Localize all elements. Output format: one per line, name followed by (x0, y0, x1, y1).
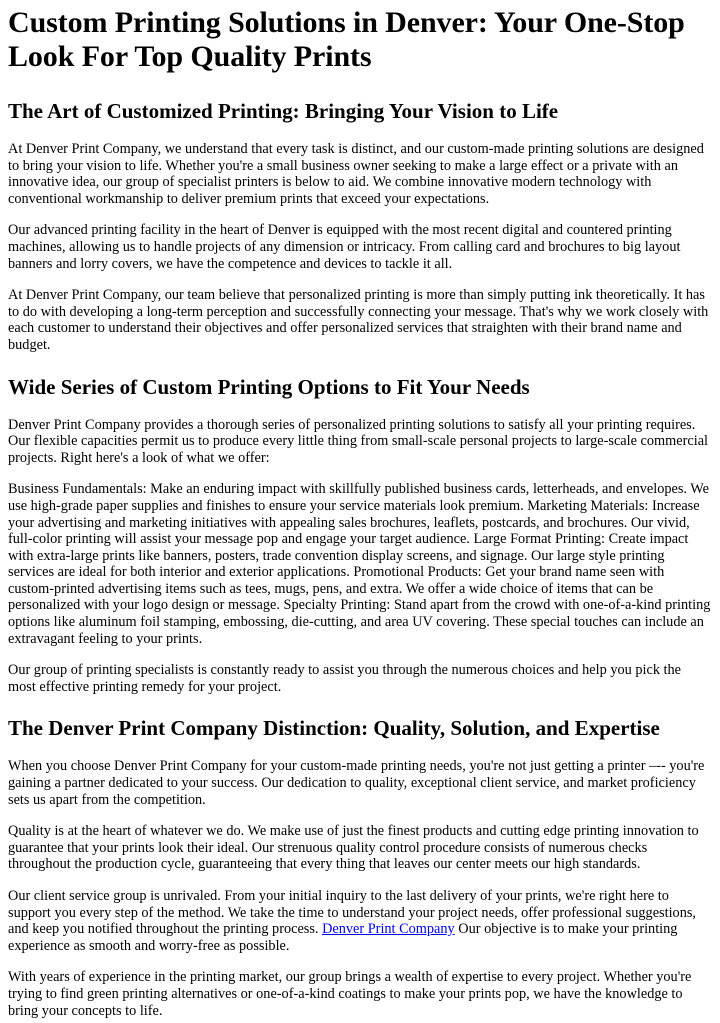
paragraph-text: Our client service group is unrivaled. From your initial inquiry to the last delivery of your prints, we're right here to support you every step of the method. We take the time to understand your project needs, offer professional suggestions, and keep you notified throughout the printing process. (8, 888, 696, 938)
paragraph: Business Fundamentals: Make an enduring impact with skillfully published business cards, letterheads, and envelopes. We use high-grade paper supplies and finishes to ensure your service materials look premium. Marketing Materials: Increase your advertising and marketing initiatives with appealing sales brochures, leaflets, postcards, and brochures. Our vivid, full-color printing will assist your message pop and engage your target audience. Large Format Printing: Create impact with extra-large prints like banners, posters, trade convention display screens, and signage. Our large style printing services are ideal for both interior and exterior applications. Promotional Products: Get your brand name seen with custom-printed advertising items such as tees, mugs, pens, and extra. We offer a wide choice of items that can be personalized with your logo design or message. Specialty Printing: Stand apart from the crowd with one-of-a-kind printing options like aluminum foil stamping, embossing, die-cutting, and area UV covering. These special touches can include an extravagant feeling to your prints. (8, 481, 711, 647)
paragraph: When you choose Denver Print Company for your custom-made printing needs, you're not just getting a printer –-- you're gaining a partner dedicated to your success. Our dedication to quality, exceptional client service, and market proficiency sets us apart from the competition. (8, 758, 705, 808)
section-heading-distinction: The Denver Print Company Distinction: Quality, Solution, and Expertise (8, 716, 660, 741)
paragraph: At Denver Print Company, we understand that every task is distinct, and our custom-made printing solutions are designed to bring your vision to life. Whether you're a small business owner seeking to make a large effect or a private with an innovative idea, our group of specialist printers is below to aid. We combine innovative modern technology with conventional workmanship to deliver premium prints that exceed your expectations. (8, 141, 704, 207)
section-heading-art-of-printing: The Art of Customized Printing: Bringing Your Vision to Life (8, 99, 559, 123)
paragraph: Our advanced printing facility in the heart of Denver is equipped with the most recent digital and countered printing machines, allowing us to handle projects of any dimension or intricacy. From calling card and brochures to big layout banners and lorry covers, we have the competence and devices to tackle it all. (8, 222, 681, 272)
page-title: Custom Printing Solutions in Denver: Your One-Stop Look For Top Quality Prints (8, 6, 685, 73)
section-heading-printing-options: Wide Series of Custom Printing Options to Fit Your Needs (8, 374, 530, 399)
denver-print-company-link[interactable]: Denver Print Company (322, 921, 455, 938)
paragraph: Our group of printing specialists is constantly ready to assist you through the numerous choices and help you pick the most effective printing remedy for your project. (8, 662, 682, 695)
article (0, 6, 720, 1019)
paragraph: Denver Print Company provides a thorough series of personalized printing solutions to satisfy all your printing requires. Our flexible capacities permit us to produce every little thing from small-scale personal projects to large-scale commercial projects. Right here's a look of what we offer: (8, 416, 709, 466)
paragraph: Quality is at the heart of whatever we do. We make use of just the finest products and cutting edge printing innovation to guarantee that your prints look their ideal. Our strenuous quality control procedure consists of numerous checks throughout the production cycle, guaranteeing that every thing that leaves our center meets our high standards. (8, 823, 699, 873)
paragraph-text: Our objective is to make your printing experience as smooth and worry-free as possible. (8, 921, 678, 954)
paragraph: With years of experience in the printing market, our group brings a wealth of expertise to every project. Whether you're trying to find green printing alternatives or one-of-a-kind coatings to make your prints pop, we have the knowledge to bring your concepts to life. (8, 969, 692, 1019)
paragraph: At Denver Print Company, our team believe that personalized printing is more than simply putting ink theoretically. It has to do with developing a long-term perception and successfully connecting your message. That's why we work closely with each customer to understand their objectives and offer personalized services that straighten with their brand name and budget. (8, 287, 709, 353)
paragraph-with-link (8, 888, 712, 954)
